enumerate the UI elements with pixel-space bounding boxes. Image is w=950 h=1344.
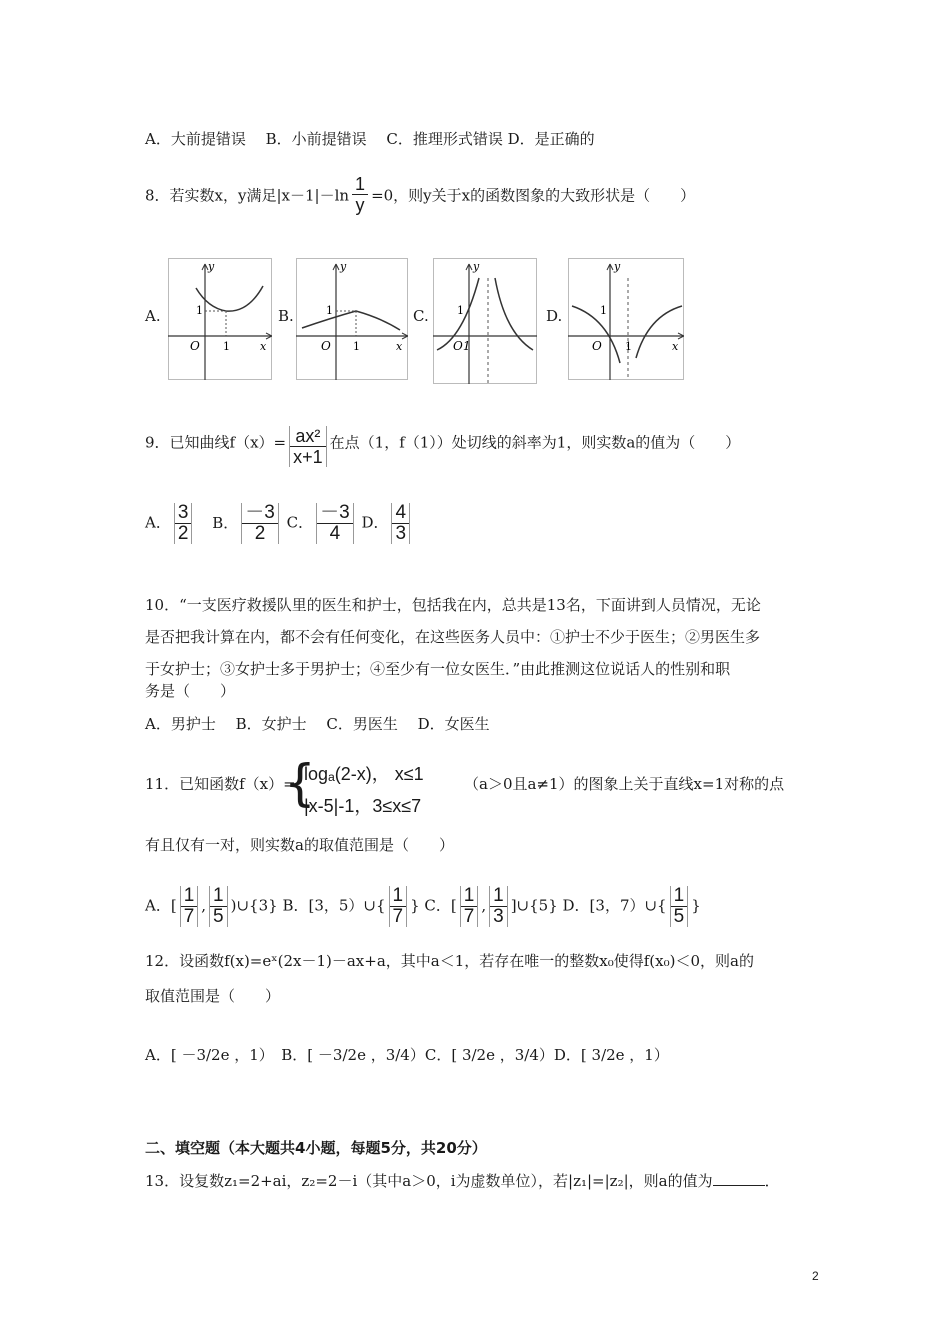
q8-label-d: D. bbox=[546, 307, 563, 325]
q10-line-1: 10．“一支医疗救援队里的医生和护士，包括我在内，总共是13名，下面讲到人员情况，无论 bbox=[145, 596, 761, 614]
q10-line-4: 务是（ ） bbox=[145, 682, 236, 700]
piece-2: |x-5|-1，3≤x≤7 bbox=[304, 796, 422, 816]
q13: 13．设复数z₁=2+ai，z₂=2－i（其中a＞0，i为虚数单位），若|z₁|=|z₂|，则a的值为 ． bbox=[145, 1172, 780, 1190]
tick-one-y: 1 bbox=[326, 304, 333, 317]
tick-one-y: 1 bbox=[457, 304, 464, 317]
q9-stem: 9．已知曲线f（x）= $\frac{\text{ax²}}{x+1}$ 在点（1，f（1））处切线的斜率为1，则实数a的值为（ ） bbox=[145, 426, 741, 467]
q8-graph-a bbox=[168, 258, 272, 380]
axis-x-label: x bbox=[396, 340, 403, 353]
page-number: 2 bbox=[812, 1269, 819, 1283]
q8-fraction: $\frac{1}{y}$ bbox=[352, 174, 368, 215]
origin-one-label: O1 bbox=[453, 339, 471, 353]
q8-graph-c bbox=[433, 258, 537, 384]
q11-line-2: 有且仅有一对，则实数a的取值范围是（ ） bbox=[145, 836, 454, 854]
axis-y-label: y bbox=[340, 260, 347, 273]
answer-blank bbox=[713, 1173, 765, 1186]
q10-line-2: 是否把我计算在内，都不会有任何变化，在这些医务人员中：①护士不少于医生；②男医生多 bbox=[145, 628, 761, 646]
axis-y-label: y bbox=[208, 260, 215, 273]
q8-label-a: A. bbox=[145, 307, 161, 325]
q8-graph-b bbox=[296, 258, 408, 380]
q7-options: A．大前提错误 B．小前提错误 C．推理形式错误 D．是正确的 bbox=[145, 130, 595, 148]
q12-line-2: 取值范围是（ ） bbox=[145, 987, 281, 1005]
q8-label-b: B. bbox=[278, 307, 294, 325]
tick-one-y: 1 bbox=[196, 304, 203, 317]
q9-fraction: $\frac{\text{ax²}}{x+1}$ bbox=[289, 426, 327, 467]
tick-one-x: 1 bbox=[353, 340, 360, 353]
axis-x-label: x bbox=[672, 340, 679, 353]
piece-1: logₐ(2-x)， x≤1 bbox=[304, 764, 424, 784]
q8-label-c: C. bbox=[413, 307, 429, 325]
q11-stem-a: 11．已知函数f（x）= bbox=[145, 775, 296, 793]
q8-stem: 8．若实数x，y满足|x－1|－ln $\frac{1}{y}$ =0，则y关于x的函数图象的大致形状是（ ） bbox=[145, 174, 696, 215]
piecewise-brace: { bbox=[284, 754, 316, 812]
axis-y-label: y bbox=[473, 260, 480, 273]
origin-label: O bbox=[592, 339, 602, 353]
tick-one-x: 1 bbox=[625, 340, 632, 353]
axis-y-label: y bbox=[614, 260, 621, 273]
origin-label: O bbox=[190, 339, 200, 353]
q12-line-1: 12．设函数f(x)=eˣ(2x－1)－ax+a，其中a＜1，若存在唯一的整数x₀使得f(x₀)＜0，则a的 bbox=[145, 952, 754, 970]
axis-x-label: x bbox=[260, 340, 267, 353]
origin-label: O bbox=[321, 339, 331, 353]
q12-options: A．[ －3/2e ，1） B．[ －3/2e ，3/4）C．[ 3/2e ，3/4）D．[ 3/2e ，1） bbox=[145, 1046, 669, 1064]
tick-one-y: 1 bbox=[600, 304, 607, 317]
tick-one-x: 1 bbox=[223, 340, 230, 353]
q10-line-3: 于女护士；③女护士多于男护士；④至少有一位女医生．”由此推测这位说话人的性别和职 bbox=[145, 660, 731, 678]
q11-options: A．[ $\frac{1}{7}$ , $\frac{1}{5}$ )∪{3} B．[3，5）∪{ $\frac{1}{7}$ } C．[ $\frac{1}{7}$ , $\frac{1}{3}$ ]∪{5} D．[3，7）∪{ $\frac{1}{5}$ } bbox=[145, 885, 701, 927]
q8-graph-d bbox=[568, 258, 684, 380]
section-title: 二、填空题（本大题共4小题，每题5分，共20分） bbox=[145, 1139, 487, 1157]
q11-stem-b: （a＞0且a≠1）的图象上关于直线x=1对称的点 bbox=[464, 775, 785, 793]
q10-options: A．男护士 B．女护士 C．男医生 D．女医生 bbox=[145, 715, 490, 733]
q9-options: A． $\frac{3}{2}$ B． $\frac{-3}{2}$ C． $\frac{-3}{4}$ D． $\frac{4}{3}$ bbox=[145, 503, 413, 544]
